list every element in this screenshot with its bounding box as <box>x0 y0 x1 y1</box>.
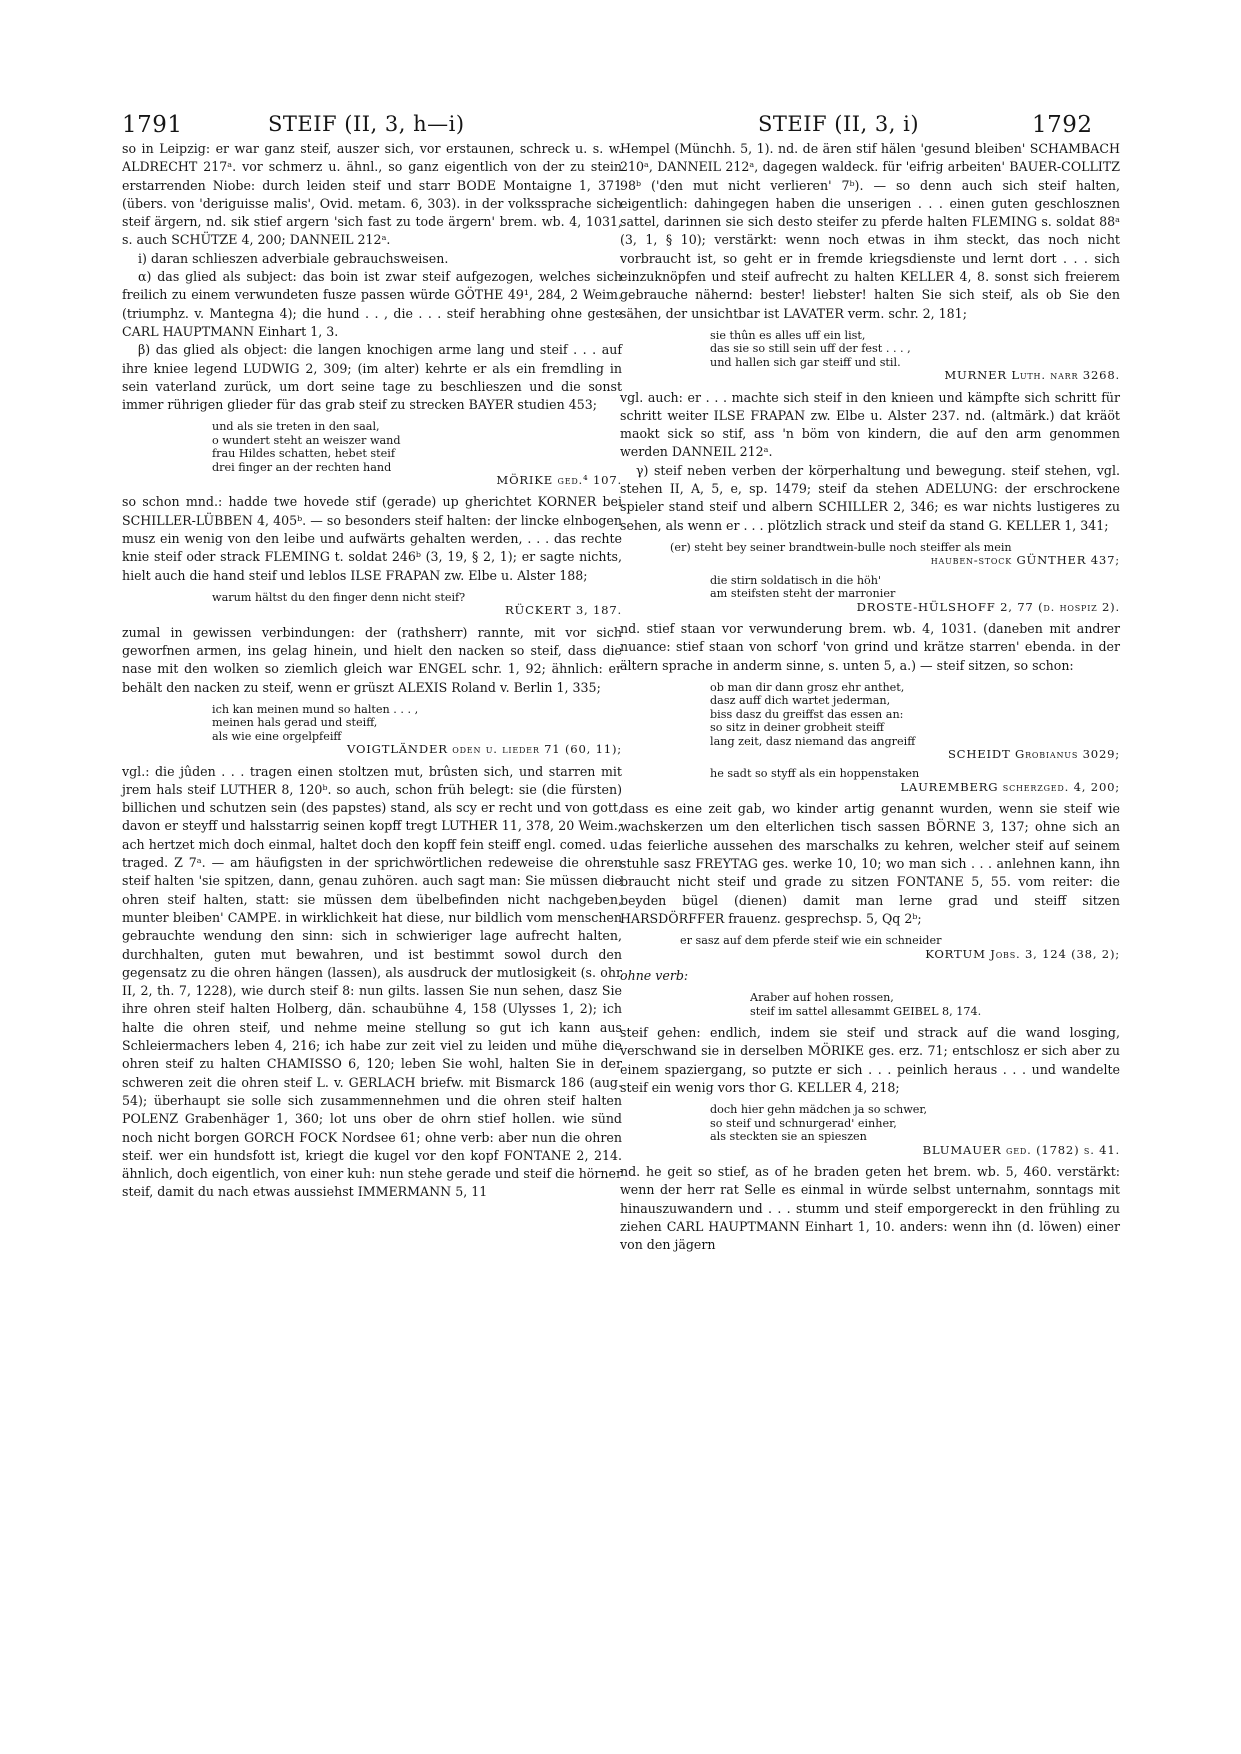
verse-source: RÜCKERT 3, 187. <box>504 603 622 618</box>
verse-source: DROSTE-HÜLSHOFF 2, 77 (d. hospiz 2). <box>856 599 1120 614</box>
verse-source: LAUREMBERG scherzged. 4, 200; <box>900 779 1120 794</box>
paragraph: steif gehen: endlich, indem sie steif und strack auf die wand losging, verschwand sie in derselben MÖRIKE ges. erz. 71; entschlosz er sich aber zu einem spaziergang, so putzte er sich . . . peinlich heraus . . . und wandelte steif ein wenig vors thor G. KELLER 4, 218; <box>620 1025 1120 1096</box>
verse-line: (er) steht bey seiner brandtwein-bulle noch steiffer als mein <box>670 540 1012 554</box>
verse-line: das sie so still sein uff der fest . . . , <box>710 342 911 356</box>
verse-line: am steifsten steht der marronier <box>710 587 896 601</box>
verse-quote <box>710 767 1120 794</box>
paragraph: vgl. auch: er . . . machte sich steif in den knieen und kämpfte sich schritt für schritt weiter ILSE FRAPAN zw. Elbe u. Alster 237. nd. (altmärk.) dat kräöt maokt sick so stif, ass 'n böm von kindern, die auf den arm genommen werden DANNEIL 212ᵃ. <box>620 389 1120 460</box>
verse-line: o wundert steht an weiszer wand <box>212 433 401 447</box>
verse-quote <box>670 541 1120 568</box>
right-page-number: 1792 <box>1032 112 1093 138</box>
verse-line: und hallen sich gar steiff und stil. <box>710 355 901 369</box>
verse-line: so steif und schnurgerad' einher, <box>710 1116 897 1130</box>
verse-line: er sasz auf dem pferde steif wie ein schneider <box>680 934 942 948</box>
verse-line: warum hältst du den finger denn nicht steif? <box>212 590 466 604</box>
paragraph: ohne verb: <box>620 968 689 984</box>
verse-source: SCHEIDT Grobianus 3029; <box>947 746 1120 761</box>
verse-quote <box>710 329 1120 383</box>
paragraph: nd. stief staan vor verwunderung brem. wb. 4, 1031. (daneben mit andrer nuance: stief staan von schorf 'von grind und krätze starren' ebenda. in der ältern sprache in anderm sinne, s. unten 5, a.) — steif sitzen, so schon: <box>620 621 1120 673</box>
verse-quote <box>710 1103 1120 1157</box>
verse-quote <box>680 934 1120 961</box>
paragraph: α) das glied als subject: das boin ist zwar steif aufgezogen, welches sich freilich zu einem verwundeten fusze passen würde GÖTHE 49¹, 284, 2 Weim. (triumphz. v. Mantegna 4); die hund . . , die . . . steif herabhing ohne geste CARL HAUPTMANN Einhart 1, 3. <box>122 269 622 339</box>
verse-line: Araber auf hohen rossen, <box>750 991 894 1005</box>
paragraph: i) daran schlieszen adverbiale gebrauchsweisen. <box>138 250 449 266</box>
paragraph: so schon mnd.: hadde twe hovede stif (gerade) up gherichtet KORNER bei SCHILLER-LÜBBEN 4, 405ᵇ. — so besonders steif halten: der lincke elnbogen musz ein wenig von den leibe und aufwärts gehalten werden, . . . das rechte knie steif oder strack FLEMING t. soldat 246ᵇ (3, 19, § 2, 1); er sagte nichts, hielt auch die hand steif und leblos ILSE FRAPAN zw. Elbe u. Alster 188; <box>122 494 622 583</box>
verse-source: KORTUM Jobs. 3, 124 (38, 2); <box>925 946 1120 961</box>
paragraph: so in Leipzig: er war ganz steif, auszer sich, vor erstaunen, schreck u. s. w. ALDRECHT 217ᵃ. vor schmerz u. ähnl., so ganz eigentlich von der zu stein erstarrenden Niobe: durch leiden steif und starr BODE Montaigne 1, 371 (übers. von 'deriguisse malis', Ovid. metam. 6, 303). in der volkssprache sich steif ärgern, nd. sik stief argern 'sich fast zu tode ärgern' brem. wb. 4, 1031, s. auch SCHÜTZE 4, 200; DANNEIL 212ᵃ. <box>122 141 622 248</box>
left-column <box>122 140 622 1202</box>
paragraph: β) das glied als object: die langen knochigen arme lang und steif . . . auf ihre kniee legend LUDWIG 2, 309; (im alter) kehrte er als ein fremdling in sein vaterland zurück, um dort seine tage zu beschlieszen und die sonst immer rührigen glieder für das grab steif zu strecken BAYER studien 453; <box>122 342 622 413</box>
verse-line: ich kan meinen mund so halten . . . , <box>212 702 419 716</box>
verse-quote <box>710 574 1120 614</box>
paragraph: dass es eine zeit gab, wo kinder artig genannt wurden, wenn sie steif wie wachskerzen um den elterlichen tisch sassen BÖRNE 3, 137; ohne sich an das feierliche aussehen des marschalks zu kehren, welcher steif auf seinem stuhle sasz FREYTAG ges. werke 10, 10; wo man sich . . . anlehnen kann, ihn braucht nicht steif und grade zu sitzen FONTANE 5, 55. vom reiter: die beyden bügel (dienen) damit man lerne grad und steiff sitzen HARSDÖRFFER frauenz. gesprechsp. 5, Qq 2ᵇ; <box>620 801 1120 926</box>
verse-line: und als sie treten in den saal, <box>212 420 380 434</box>
verse-quote <box>750 991 1120 1018</box>
right-running-head: STEIF (II, 3, i) <box>758 112 920 136</box>
paragraph: nd. he geit so stief, as of he braden geten het brem. wb. 5, 460. verstärkt: wenn der herr rat Selle es einmal in würde selbst unternahm, sonntags mit hinauszuwandern und . . . stumm und steif emporgereckt in den frühling zu ziehen CARL HAUPTMANN Einhart 1, 10. anders: wenn ihn (d. löwen) einer von den jägern <box>620 1163 1120 1253</box>
verse-source: VOIGTLÄNDER oden u. lieder 71 (60, 11); <box>347 742 622 757</box>
verse-line: sie thûn es alles uff ein list, <box>710 328 866 342</box>
verse-line: drei finger an der rechten hand <box>212 460 392 474</box>
verse-quote <box>710 681 1120 761</box>
verse-line: steif im sattel allesammt GEIBEL 8, 174. <box>750 1004 982 1018</box>
paragraph: Hempel (Münchh. 5, 1). nd. de ären stif hälen 'gesund bleiben' SCHAMBACH 210ᵃ, DANNEIL 212ᵃ, dagegen waldeck. für 'eifrig arbeiten' BAUER-COLLITZ 98ᵇ ('den mut nicht verlieren' 7ᵇ). — so denn auch sich steif halten, eigentlich: dahingegen haben die unserigen . . . einen guten geschlosznen sattel, darinnen sie sich desto steifer zu pferde halten FLEMING s. soldat 88ᵃ (3, 1, § 10); verstärkt: wenn noch etwas in ihm steckt, das noch nicht vorbraucht ist, so geht er in fremde kriegsdienste und lernt dort . . . sich einzuknöpfen und steif aufrecht zu halten KELLER 4, 8. sonst sich freierem gebrauche nähernd: bester! liebster! halten Sie sich steif, als ob Sie den sähen, der unsichtbar ist LAVATER verm. schr. 2, 181; <box>620 141 1120 321</box>
paragraph: zumal in gewissen verbindungen: der (rathsherr) rannte, mit vor sich geworfnen armen, ins gelag hinein, und hielt den nacken so steif, dass die nase mit den wolken so ziemlich gleich war ENGEL schr. 1, 92; ähnlich: er behält den nacken zu steif, wenn er grüszt ALEXIS Roland v. Berlin 1, 335; <box>122 624 622 695</box>
verse-line: die stirn soldatisch in die höh' <box>710 573 882 587</box>
verse-quote <box>212 591 622 618</box>
right-column <box>620 140 1120 1254</box>
left-running-head: STEIF (II, 3, h—i) <box>268 112 465 136</box>
verse-line: doch hier gehn mädchen ja so schwer, <box>710 1103 928 1117</box>
paragraph: vgl.: die jûden . . . tragen einen stoltzen mut, brûsten sich, und starren mit jrem hals steif LUTHER 8, 120ᵇ. so auch, schon früh belegt: sie (die fürsten) billichen und schutzen sein (des papstes) stand, als scy er recht und von gott, davon er steyff und halsstarrig seinen kopff tregt LUTHER 11, 378, 20 Weim.; ach hertzet mich doch einmal, haltet doch den kopff fein steiff engl. comed. u. traged. Z 7ᵃ. — am häufigsten in der sprichwörtlichen redeweise die ohren steif halten 'sie spitzen, dann, genau zuhören. auch sagt man: Sie müssen die ohren steif halten, statt: sie müssen dem übelbefinden nicht nachgeben, munter bleiben' CAMPE. in wirklichkeit hat diese, nur bildlich vom menschen gebrauchte wendung den sinn: sich in schwieriger lage aufrecht halten, durchhalten, guten mut bewahren, und ist bestimmt sowol durch den gegensatz zu die ohren hängen (lassen), als ausdruck der mutlosigkeit (s. ohr II, 2, th. 7, 1228), wie durch steif 8: nun gilts. lassen Sie nun sehen, dasz Sie ihre ohren steif halten Holberg, dän. schaubühne 4, 158 (Ulysses 1, 2); ich halte die ohren steif, und nehme meine stellung so gut ich kann aus Schleiermachers leben 4, 216; ich habe zur zeit viel zu leiden und mühe die ohren steif zu halten CHAMISSO 6, 120; leben Sie wohl, halten Sie in der schweren zeit die ohren steif L. v. GERLACH briefw. mit Bismarck 186 (aug. 54); überhaupt sie solle sich zusammennehmen und die ohren steif halten POLENZ Grabenhäger 1, 360; lot uns ober de ohrn stief hollen. wie sünd noch nicht borgen GORCH FOCK Nordsee 61; ohne verb: aber nun die ohren steif. wer ein hundsfott ist, kriegt die kugel vor den kopf FONTANE 2, 214. ähnlich, doch eigentlich, von einer kuh: nun stehe gerade und steif die hörner steif, damit du nach etwas aussiehst IMMERMANN 5, 11 <box>122 763 622 1200</box>
verse-line: so sitz in deiner grobheit steiff <box>710 721 884 735</box>
verse-line: lang zeit, dasz niemand das angreiff <box>710 734 916 748</box>
verse-line: ob man dir dann grosz ehr anthet, <box>710 680 905 694</box>
verse-line: biss dasz du greiffst das essen an: <box>710 707 904 721</box>
verse-source: BLUMAUER ged. (1782) s. 41. <box>922 1142 1120 1157</box>
verse-line: frau Hildes schatten, hebet steif <box>212 447 395 461</box>
verse-line: als steckten sie an spieszen <box>710 1130 867 1144</box>
verse-line: he sadt so styff als ein hoppenstaken <box>710 767 920 781</box>
verse-line: dasz auff dich wartet jederman, <box>710 694 891 708</box>
verse-line: als wie eine orgelpfeiff <box>212 729 342 743</box>
verse-source: MURNER Luth. narr 3268. <box>944 368 1120 383</box>
paragraph: γ) steif neben verben der körperhaltung und bewegung. steif stehen, vgl. stehen II, A, 5, e, sp. 1479; steif da stehen ADELUNG: der erschrockene spieler stand steif und albern SCHILLER 2, 346; es war nichts lustigeres zu sehen, als wenn er . . . plötzlich strack und steif da stand G. KELLER 1, 341; <box>620 462 1120 533</box>
verse-source: hauben-stock GÜNTHER 437; <box>930 553 1120 568</box>
verse-quote <box>212 420 622 487</box>
verse-line: meinen hals gerad und steiff, <box>212 716 378 730</box>
verse-quote <box>212 703 622 757</box>
left-page-number: 1791 <box>122 112 183 138</box>
verse-source: MÖRIKE ged.⁴ 107. <box>496 473 622 488</box>
